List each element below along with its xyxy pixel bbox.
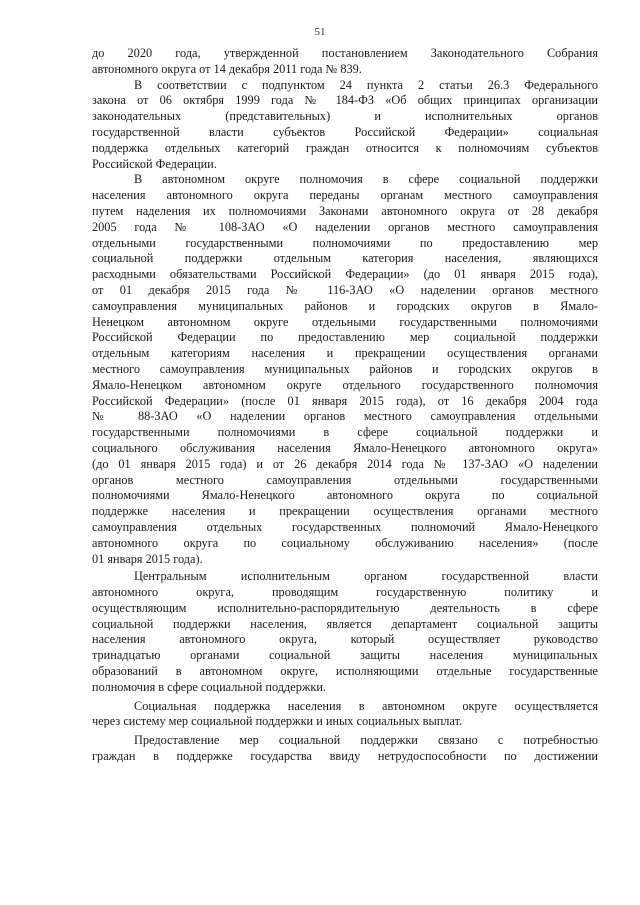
text-line: полномочиями Ямало-Ненецкого автономного округа по социальной xyxy=(92,488,598,503)
text-line: отдельными государственными полномочиями по предоставлению мер xyxy=(92,235,598,250)
text-line: граждан в поддержке государства ввиду нетрудоспособности по достижении xyxy=(92,749,598,764)
text-line: (до 01 января 2015 года) и от 26 декабря 2014 года № 137-ЗАО «О наделении xyxy=(92,456,598,471)
text-line: Социальная поддержка населения в автономном округе осуществляется xyxy=(134,698,598,713)
text-line: путем наделения их полномочиями Законами автономного округа от 28 декабря xyxy=(92,203,598,218)
text-line: государственными полномочиями в сфере социальной поддержки и xyxy=(92,425,598,440)
text-line: 2005 года № 108-ЗАО «О наделении органов местного самоуправления xyxy=(92,219,598,234)
text-line: до 2020 года, утвержденной постановлением Законодательного Собрания xyxy=(92,46,598,60)
text-line: Российской Федерации» (после 01 января 2015 года), от 16 декабря 2004 года xyxy=(92,393,598,408)
paragraph xyxy=(92,699,598,731)
text-line: самоуправления муниципальных районов и городских округов в Ямало- xyxy=(92,298,598,313)
text-line: Ненецком автономном округе отдельными государственными полномочиями xyxy=(92,314,598,329)
text-line: образований в автономном округе, исполняющими отдельные государственные xyxy=(92,664,598,679)
text-line: осуществляющим исполнительно-распорядительную деятельность в сфере xyxy=(92,600,598,615)
text-line: В автономном округе полномочия в сфере социальной поддержки xyxy=(134,172,598,187)
text-line: № 88-ЗАО «О наделении органов местного самоуправления отдельными xyxy=(92,409,598,424)
text-line: социального обслуживания населения Ямало-Ненецкого автономного округа» xyxy=(92,440,598,455)
paragraph xyxy=(92,78,598,173)
text-line: местного самоуправления муниципальных районов и городских округов в xyxy=(92,361,598,376)
page-number: 51 xyxy=(314,26,326,38)
text-line: населения автономного округа, который осуществляет руководство xyxy=(92,632,598,647)
text-line: полномочия в сфере социальной поддержки. xyxy=(92,679,326,694)
body-text xyxy=(92,46,598,765)
text-line: тринадцатью органами социальной защиты населения муниципальных xyxy=(92,648,598,663)
text-line: автономного округа от 14 декабря 2011 года № 839. xyxy=(92,61,362,76)
text-line: законодательных (представительных) и исполнительных органов xyxy=(92,109,598,124)
text-line: социальной поддержки отдельным категория населения, являющихся xyxy=(92,251,598,266)
text-line: Предоставление мер социальной поддержки связано с потребностью xyxy=(134,733,598,748)
text-line: 01 января 2015 года). xyxy=(92,551,203,566)
text-line: от 01 декабря 2015 года № 116-ЗАО «О наделении органов местного xyxy=(92,282,598,297)
text-line: расходными обязательствами Российской Федерации» (до 01 января 2015 года), xyxy=(92,267,598,282)
text-line: закона от 06 октября 1999 года № 184-ФЗ «Об общих принципах организации xyxy=(92,93,598,108)
paragraph xyxy=(92,46,598,78)
paragraph xyxy=(92,172,598,567)
text-line: органов местного самоуправления отдельными государственными xyxy=(92,472,598,487)
text-line: государственной власти субъектов Российской Федерации» социальная xyxy=(92,124,598,139)
text-line: поддержке населения и прекращении осуществления органами местного xyxy=(92,504,598,519)
text-line: В соответствии с подпунктом 24 пункта 2 статьи 26.3 Федерального xyxy=(134,77,598,92)
paragraph xyxy=(92,733,598,765)
text-line: населения автономного округа переданы органам местного самоуправления xyxy=(92,188,598,203)
text-line: автономного округа, проводящим государственную политику и xyxy=(92,585,598,600)
text-line: автономного округа по социальному обслуживанию населения» (после xyxy=(92,535,598,550)
text-line: Российской Федерации. xyxy=(92,156,217,171)
text-line: поддержка отдельных категорий граждан относится к полномочиям субъектов xyxy=(92,140,598,155)
text-line: отдельным категориям населения и прекращении осуществления органами xyxy=(92,346,598,361)
text-line: Российской Федерации по предоставлению мер социальной поддержки xyxy=(92,330,598,345)
paragraph xyxy=(92,569,598,695)
text-line: самоуправления отдельных государственных полномочий Ямало-Ненецкого xyxy=(92,519,598,534)
text-line: Центральным исполнительным органом государственной власти xyxy=(134,569,598,584)
text-line: социальной поддержки населения, является департамент социальной защиты xyxy=(92,616,598,631)
text-line: через систему мер социальной поддержки и иных социальных выплат. xyxy=(92,714,463,729)
text-line: Ямало-Ненецком автономном округе отдельного государственного полномочия xyxy=(92,377,598,392)
